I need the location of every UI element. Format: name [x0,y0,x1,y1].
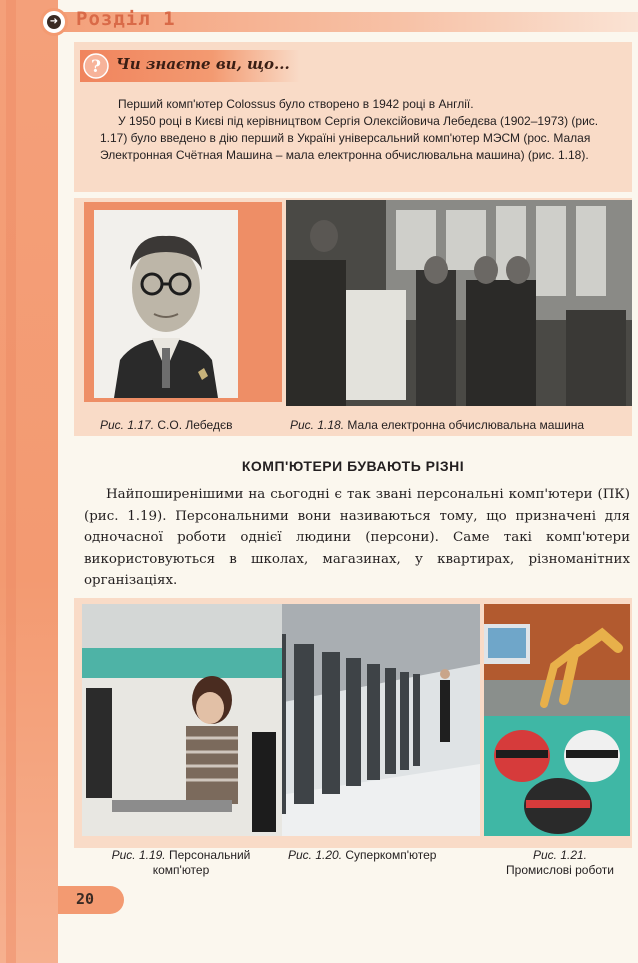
arrow-right-icon: ➜ [47,15,61,29]
info-paragraph-2: У 1950 році в Києві під керівництвом Сергія Олексійовича Лебедєва (1902–1973) (рис. 1.17) було введено в дію перший в Україні універсальний комп'ютер МЭСМ (рос. Малая Электронная Счётная Машина – мала електронна обчислювальна машина) (рис. 1.18). [100,114,599,162]
section-paragraph: Найпоширенішими на сьогодні є так звані персональні комп'ютери (ПК) (рис. 1.19). Персональними вони називаються тому, що призначені для одночасної роботи однієї людини (персони). Саме такі комп'ютери використовуються в школах, магазинах, у квартирах, різноманітних організаціях. [84,487,630,588]
caption-fig-1-20-label: Рис. 1.20. [288,848,343,862]
left-margin-accent [6,0,16,963]
caption-fig-1-17-text: С.О. Лебедєв [157,418,233,432]
mesm-drawing [286,200,632,406]
page-number: 20 [76,890,95,908]
robots-image [484,716,630,836]
caption-fig-1-21-text: Промислові роботи [506,863,614,877]
robot-arm-drawing [484,604,630,716]
did-you-know-title: Чи знаєте ви, що... [116,55,290,73]
mesm-machine-image [286,200,632,406]
personal-computer-image [82,604,282,836]
portrait-drawing [94,210,238,398]
caption-fig-1-19 [96,848,266,878]
did-you-know-text [100,96,620,164]
caption-fig-1-19-text: Персональний комп'ютер [152,848,251,877]
caption-fig-1-20 [288,848,436,863]
section-heading: КОМП'ЮТЕРИ БУВАЮТЬ РІЗНІ [241,458,465,474]
caption-fig-1-18 [290,418,584,433]
lebedev-portrait-image [94,210,238,398]
round-robots-drawing [484,716,630,836]
caption-fig-1-20-text: Суперкомп'ютер [345,848,437,862]
caption-fig-1-17 [100,418,232,433]
svg-text:?: ? [91,57,101,77]
chapter-title: Розділ 1 [76,8,176,30]
pc-drawing [82,604,282,836]
caption-fig-1-21-label: Рис. 1.21. [532,848,588,862]
question-mark-icon [82,52,110,80]
info-paragraph-1: Перший комп'ютер Colossus було створено в 1942 році в Англії. [118,97,474,111]
caption-fig-1-19-label: Рис. 1.19. [111,848,166,862]
chapter-badge [40,8,68,36]
caption-fig-1-18-label: Рис. 1.18. [290,418,345,432]
caption-fig-1-21 [492,848,628,878]
industrial-robots-image [484,604,630,716]
caption-fig-1-17-label: Рис. 1.17. [100,418,155,432]
section-body [84,484,630,592]
caption-fig-1-18-text: Мала електронна обчислювальна машина [347,418,585,432]
